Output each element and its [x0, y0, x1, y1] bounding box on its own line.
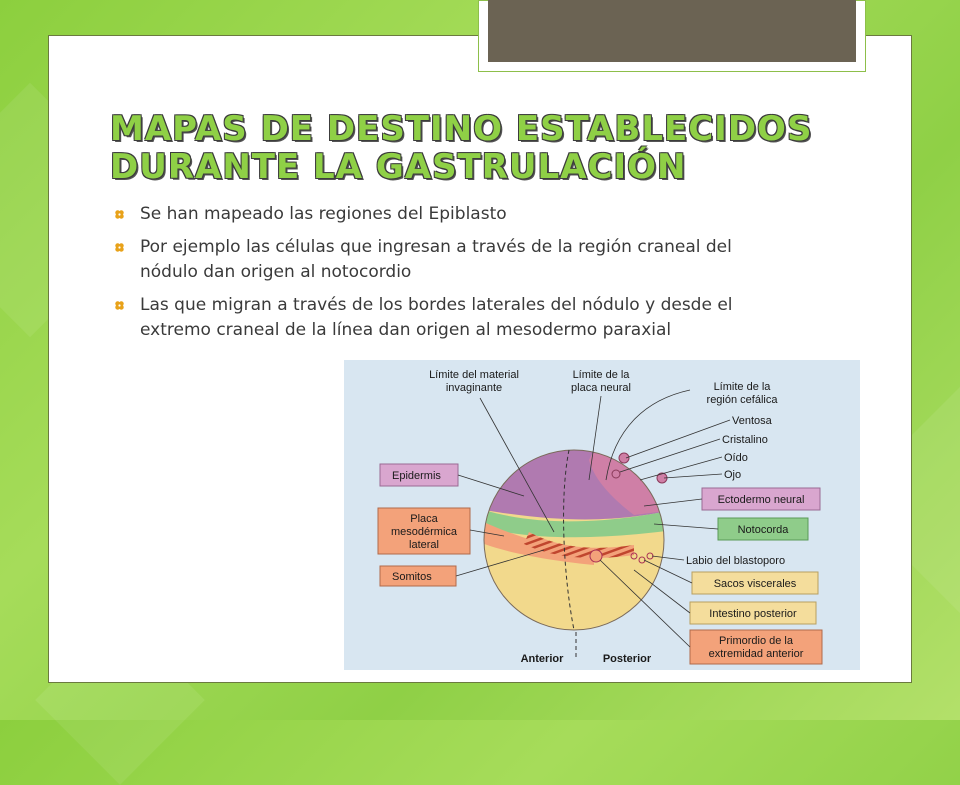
bullet-text: Las que migran a través de los bordes laterales del nódulo y desde el extremo craneal de la línea dan origen al mesodermo paraxial [140, 295, 733, 340]
label-placa-neural-2: placa neural [571, 382, 631, 394]
slide-title [110, 110, 870, 186]
label-somitos: Somitos [392, 571, 432, 583]
bullet-item [112, 235, 772, 285]
label-placa-neural-1: Límite de la [572, 369, 630, 381]
label-sacos: Sacos viscerales [713, 578, 797, 590]
label-placa-3: lateral [409, 539, 439, 551]
label-cristalino: Cristalino [722, 434, 768, 446]
label-ectodermo: Ectodermo neural [717, 494, 805, 506]
label-placa-2: mesodérmica [390, 526, 458, 538]
bullet-list [112, 202, 772, 351]
label-primordio-2: extremidad anterior [708, 648, 804, 660]
label-intestino: Intestino posterior [709, 608, 797, 620]
bullet-item [112, 293, 772, 343]
label-oido: Oído [724, 452, 748, 464]
label-material-2: invaginante [445, 382, 503, 394]
fate-map-figure [344, 360, 860, 670]
slide-title-line-1: MAPAS DE DESTINO ESTABLECIDOS [110, 109, 813, 149]
fate-map-diagram [344, 360, 860, 670]
embryo-sphere [474, 440, 674, 640]
bullet-item [112, 202, 772, 227]
slide-title-line-2: DURANTE LA GASTRULACIÓN [110, 147, 687, 187]
bullet-clover-icon [114, 209, 125, 220]
label-posterior: Posterior [602, 653, 652, 665]
label-labio: Labio del blastoporo [686, 555, 786, 567]
bullet-text: Se han mapeado las regiones del Epiblasto [140, 204, 507, 224]
decorative-tab [488, 0, 856, 62]
bullet-text: Por ejemplo las células que ingresan a través de la región craneal del nódulo dan origen al notocordio [140, 237, 732, 282]
label-epidermis: Epidermis [392, 470, 441, 482]
label-placa-1: Placa [410, 513, 438, 525]
label-notocorda: Notocorda [737, 524, 789, 536]
label-cefalica-1: Límite de la [713, 381, 771, 393]
label-cefalica-2: región cefálica [706, 394, 778, 406]
label-primordio-1: Primordio de la [719, 635, 793, 647]
bullet-clover-icon [114, 242, 125, 253]
label-anterior: Anterior [520, 653, 564, 665]
bullet-clover-icon [114, 300, 125, 311]
label-material-1: Límite del material [429, 369, 519, 381]
label-ventosa: Ventosa [732, 415, 772, 427]
label-ojo: Ojo [724, 469, 742, 481]
